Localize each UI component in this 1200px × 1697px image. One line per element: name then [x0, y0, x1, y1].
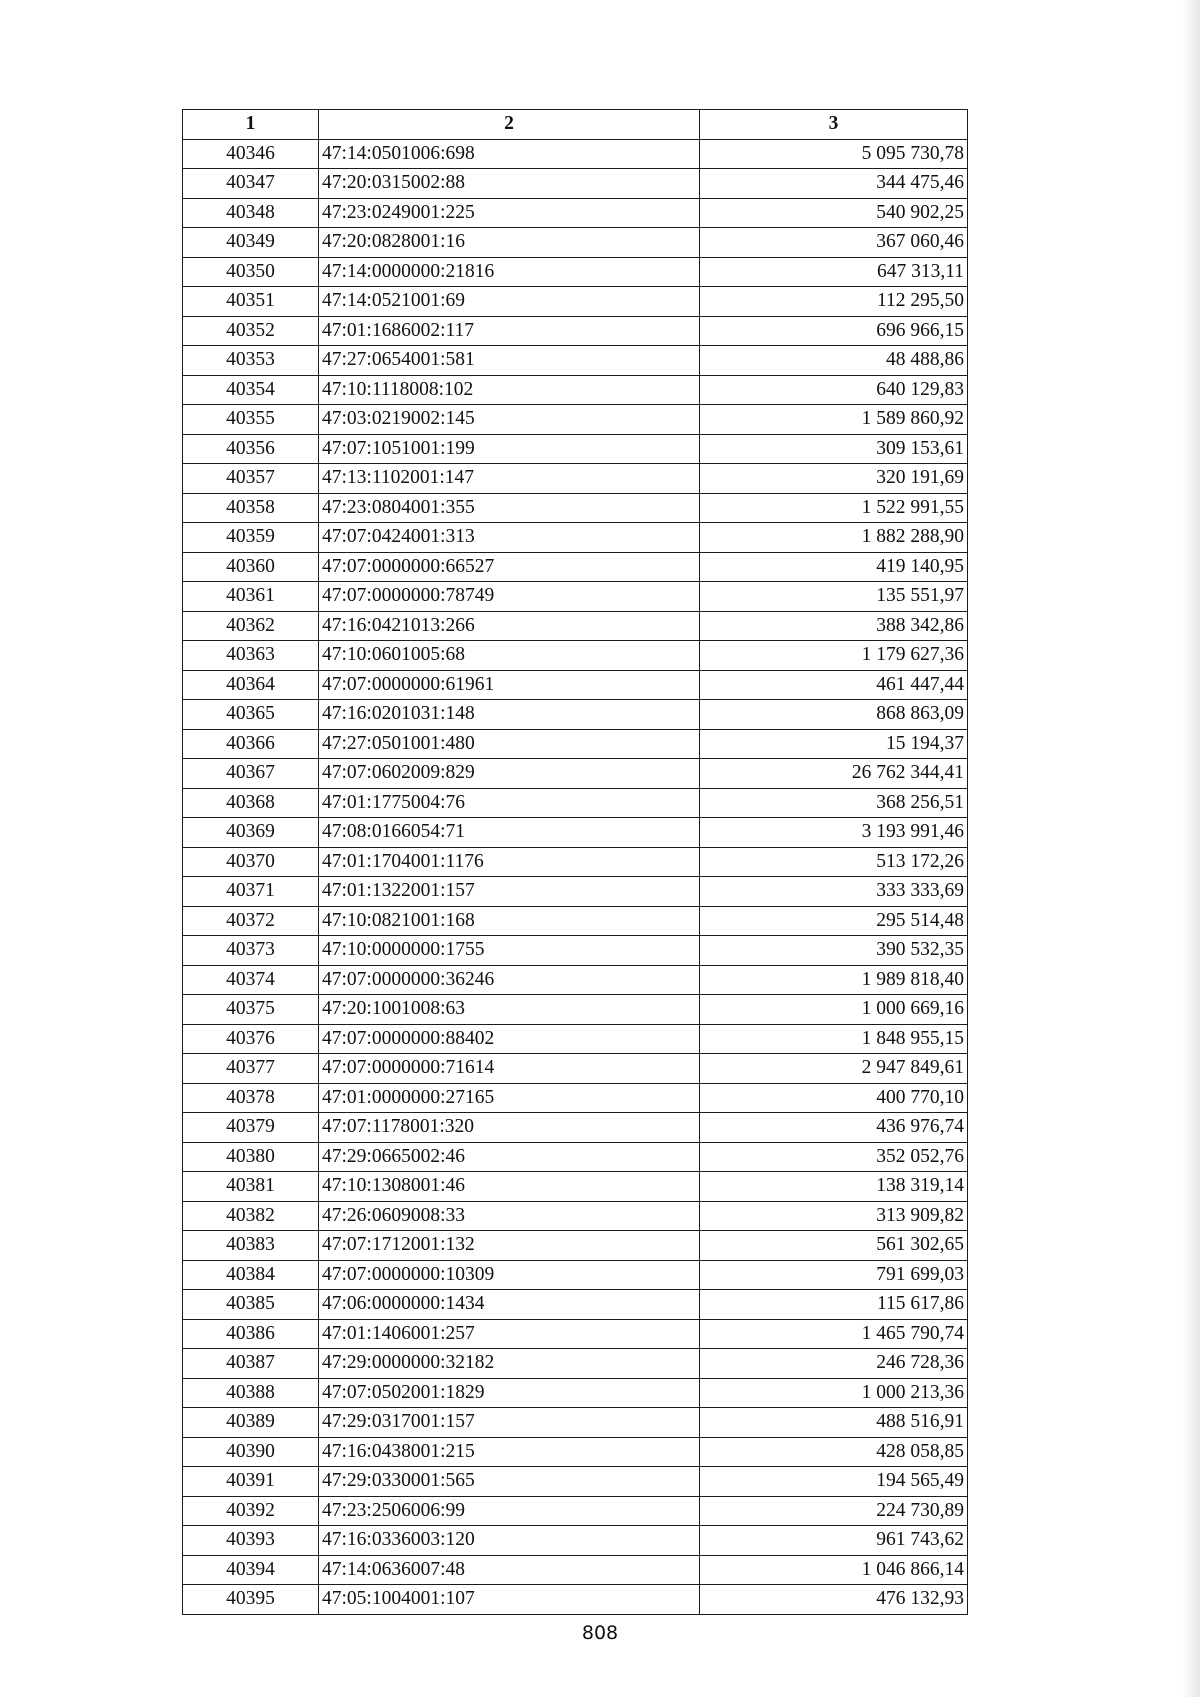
cadastral-number-cell: 47:07:0000000:78749: [319, 582, 700, 612]
cadastral-number-cell: 47:29:0317001:157: [319, 1408, 700, 1438]
row-number-cell: 40355: [183, 405, 319, 435]
table-row: [183, 1467, 968, 1497]
cadastral-value-cell: 461 447,44: [700, 670, 968, 700]
cadastral-value-cell: 135 551,97: [700, 582, 968, 612]
table-row: [183, 788, 968, 818]
cadastral-value-cell: 647 313,11: [700, 257, 968, 287]
cadastral-value-cell: 1 179 627,36: [700, 641, 968, 671]
cadastral-value-cell: 419 140,95: [700, 552, 968, 582]
page-number: 808: [581, 1622, 619, 1644]
cadastral-number-cell: 47:03:0219002:145: [319, 405, 700, 435]
cadastral-number-cell: 47:10:1308001:46: [319, 1172, 700, 1202]
cadastral-value-cell: 1 000 669,16: [700, 995, 968, 1025]
table-row: [183, 169, 968, 199]
row-number-cell: 40387: [183, 1349, 319, 1379]
table-row: [183, 936, 968, 966]
cadastral-number-cell: 47:01:1686002:117: [319, 316, 700, 346]
table-row: [183, 1231, 968, 1261]
cadastral-value-cell: 1 589 860,92: [700, 405, 968, 435]
cadastral-value-cell: 1 465 790,74: [700, 1319, 968, 1349]
row-number-cell: 40388: [183, 1378, 319, 1408]
cadastral-number-cell: 47:26:0609008:33: [319, 1201, 700, 1231]
row-number-cell: 40363: [183, 641, 319, 671]
cadastral-value-cell: 868 863,09: [700, 700, 968, 730]
row-number-cell: 40372: [183, 906, 319, 936]
cadastral-value-cell: 295 514,48: [700, 906, 968, 936]
cadastral-value-cell: 3 193 991,46: [700, 818, 968, 848]
header-column-3: 3: [700, 110, 968, 140]
cadastral-value-cell: 1 046 866,14: [700, 1555, 968, 1585]
table-row: [183, 375, 968, 405]
table-row: [183, 1290, 968, 1320]
row-number-cell: 40392: [183, 1496, 319, 1526]
cadastral-number-cell: 47:07:1712001:132: [319, 1231, 700, 1261]
cadastral-value-cell: 48 488,86: [700, 346, 968, 376]
table-row: [183, 759, 968, 789]
table-row: [183, 641, 968, 671]
cadastral-value-cell: 791 699,03: [700, 1260, 968, 1290]
cadastral-number-cell: 47:07:1051001:199: [319, 434, 700, 464]
cadastral-number-cell: 47:10:0000000:1755: [319, 936, 700, 966]
table-row: [183, 729, 968, 759]
row-number-cell: 40389: [183, 1408, 319, 1438]
table-row: [183, 1555, 968, 1585]
row-number-cell: 40347: [183, 169, 319, 199]
cadastral-value-cell: 1 848 955,15: [700, 1024, 968, 1054]
cadastral-value-cell: 476 132,93: [700, 1585, 968, 1615]
header-column-1: 1: [183, 110, 319, 140]
cadastral-number-cell: 47:14:0501006:698: [319, 139, 700, 169]
cadastral-value-cell: 115 617,86: [700, 1290, 968, 1320]
row-number-cell: 40368: [183, 788, 319, 818]
cadastral-number-cell: 47:16:0336003:120: [319, 1526, 700, 1556]
cadastral-value-cell: 194 565,49: [700, 1467, 968, 1497]
cadastral-number-cell: 47:01:1704001:1176: [319, 847, 700, 877]
cadastral-number-cell: 47:20:0828001:16: [319, 228, 700, 258]
table-row: [183, 523, 968, 553]
cadastral-number-cell: 47:07:0602009:829: [319, 759, 700, 789]
table-row: [183, 965, 968, 995]
row-number-cell: 40360: [183, 552, 319, 582]
row-number-cell: 40391: [183, 1467, 319, 1497]
cadastral-number-cell: 47:27:0654001:581: [319, 346, 700, 376]
cadastral-number-cell: 47:07:0502001:1829: [319, 1378, 700, 1408]
row-number-cell: 40358: [183, 493, 319, 523]
cadastral-number-cell: 47:23:0804001:355: [319, 493, 700, 523]
cadastral-value-cell: 352 052,76: [700, 1142, 968, 1172]
row-number-cell: 40378: [183, 1083, 319, 1113]
cadastral-value-cell: 428 058,85: [700, 1437, 968, 1467]
row-number-cell: 40357: [183, 464, 319, 494]
row-number-cell: 40386: [183, 1319, 319, 1349]
page-edge-shadow: [1182, 0, 1200, 1697]
table-row: [183, 434, 968, 464]
row-number-cell: 40350: [183, 257, 319, 287]
row-number-cell: 40380: [183, 1142, 319, 1172]
cadastral-value-cell: 224 730,89: [700, 1496, 968, 1526]
row-number-cell: 40381: [183, 1172, 319, 1202]
cadastral-number-cell: 47:07:0000000:36246: [319, 965, 700, 995]
cadastral-value-cell: 5 095 730,78: [700, 139, 968, 169]
table-row: [183, 1054, 968, 1084]
cadastral-number-cell: 47:23:2506006:99: [319, 1496, 700, 1526]
row-number-cell: 40373: [183, 936, 319, 966]
row-number-cell: 40384: [183, 1260, 319, 1290]
table-row: [183, 611, 968, 641]
cadastral-value-cell: 390 532,35: [700, 936, 968, 966]
row-number-cell: 40376: [183, 1024, 319, 1054]
row-number-cell: 40362: [183, 611, 319, 641]
row-number-cell: 40351: [183, 287, 319, 317]
table-row: [183, 1585, 968, 1615]
row-number-cell: 40369: [183, 818, 319, 848]
cadastral-number-cell: 47:16:0201031:148: [319, 700, 700, 730]
table-row: [183, 1526, 968, 1556]
cadastral-value-cell: 26 762 344,41: [700, 759, 968, 789]
row-number-cell: 40371: [183, 877, 319, 907]
cadastral-number-cell: 47:29:0330001:565: [319, 1467, 700, 1497]
cadastral-value-cell: 2 947 849,61: [700, 1054, 968, 1084]
table-row: [183, 346, 968, 376]
cadastral-number-cell: 47:13:1102001:147: [319, 464, 700, 494]
table-row: [183, 316, 968, 346]
cadastral-value-cell: 488 516,91: [700, 1408, 968, 1438]
table-row: [183, 1142, 968, 1172]
cadastral-number-cell: 47:01:1775004:76: [319, 788, 700, 818]
row-number-cell: 40361: [183, 582, 319, 612]
cadastral-number-cell: 47:07:0000000:71614: [319, 1054, 700, 1084]
cadastral-value-cell: 961 743,62: [700, 1526, 968, 1556]
table-row: [183, 139, 968, 169]
table-row: [183, 228, 968, 258]
row-number-cell: 40395: [183, 1585, 319, 1615]
table-row: [183, 493, 968, 523]
row-number-cell: 40377: [183, 1054, 319, 1084]
cadastral-value-cell: 333 333,69: [700, 877, 968, 907]
table-row: [183, 1319, 968, 1349]
row-number-cell: 40365: [183, 700, 319, 730]
cadastral-number-cell: 47:20:0315002:88: [319, 169, 700, 199]
row-number-cell: 40367: [183, 759, 319, 789]
table-row: [183, 405, 968, 435]
cadastral-number-cell: 47:01:1322001:157: [319, 877, 700, 907]
cadastral-number-cell: 47:10:0821001:168: [319, 906, 700, 936]
table-row: [183, 1113, 968, 1143]
cadastral-value-cell: 309 153,61: [700, 434, 968, 464]
header-column-2: 2: [319, 110, 700, 140]
cadastral-number-cell: 47:20:1001008:63: [319, 995, 700, 1025]
cadastral-number-cell: 47:14:0521001:69: [319, 287, 700, 317]
row-number-cell: 40383: [183, 1231, 319, 1261]
table-row: [183, 1408, 968, 1438]
cadastral-number-cell: 47:01:0000000:27165: [319, 1083, 700, 1113]
row-number-cell: 40346: [183, 139, 319, 169]
table-row: [183, 1201, 968, 1231]
row-number-cell: 40364: [183, 670, 319, 700]
cadastral-number-cell: 47:08:0166054:71: [319, 818, 700, 848]
row-number-cell: 40374: [183, 965, 319, 995]
row-number-cell: 40354: [183, 375, 319, 405]
cadastral-value-cell: 344 475,46: [700, 169, 968, 199]
table-row: [183, 700, 968, 730]
cadastral-number-cell: 47:06:0000000:1434: [319, 1290, 700, 1320]
cadastral-value-cell: 368 256,51: [700, 788, 968, 818]
cadastral-number-cell: 47:07:0000000:66527: [319, 552, 700, 582]
row-number-cell: 40382: [183, 1201, 319, 1231]
table-row: [183, 818, 968, 848]
row-number-cell: 40385: [183, 1290, 319, 1320]
row-number-cell: 40375: [183, 995, 319, 1025]
cadastral-value-cell: 696 966,15: [700, 316, 968, 346]
cadastral-number-cell: 47:07:0000000:88402: [319, 1024, 700, 1054]
cadastral-value-cell: 1 522 991,55: [700, 493, 968, 523]
table-row: [183, 198, 968, 228]
table-row: [183, 1172, 968, 1202]
cadastral-value-cell: 138 319,14: [700, 1172, 968, 1202]
cadastral-value-cell: 540 902,25: [700, 198, 968, 228]
cadastral-number-cell: 47:27:0501001:480: [319, 729, 700, 759]
header-row: [183, 110, 968, 140]
row-number-cell: 40390: [183, 1437, 319, 1467]
row-number-cell: 40352: [183, 316, 319, 346]
row-number-cell: 40393: [183, 1526, 319, 1556]
cadastral-value-cell: 246 728,36: [700, 1349, 968, 1379]
row-number-cell: 40394: [183, 1555, 319, 1585]
table-row: [183, 670, 968, 700]
table-row: [183, 287, 968, 317]
table-row: [183, 906, 968, 936]
row-number-cell: 40348: [183, 198, 319, 228]
cadastral-value-cell: 436 976,74: [700, 1113, 968, 1143]
table-row: [183, 1083, 968, 1113]
table-row: [183, 995, 968, 1025]
cadastral-number-cell: 47:07:0000000:61961: [319, 670, 700, 700]
table-row: [183, 1260, 968, 1290]
cadastral-value-cell: 1 989 818,40: [700, 965, 968, 995]
cadastral-value-cell: 388 342,86: [700, 611, 968, 641]
row-number-cell: 40379: [183, 1113, 319, 1143]
table-row: [183, 1437, 968, 1467]
table-row: [183, 1378, 968, 1408]
cadastral-number-cell: 47:16:0438001:215: [319, 1437, 700, 1467]
table-row: [183, 464, 968, 494]
row-number-cell: 40349: [183, 228, 319, 258]
cadastral-number-cell: 47:14:0000000:21816: [319, 257, 700, 287]
row-number-cell: 40353: [183, 346, 319, 376]
cadastral-value-cell: 112 295,50: [700, 287, 968, 317]
table-row: [183, 847, 968, 877]
cadastral-value-cell: 1 000 213,36: [700, 1378, 968, 1408]
table-row: [183, 582, 968, 612]
row-number-cell: 40356: [183, 434, 319, 464]
cadastral-number-cell: 47:07:0424001:313: [319, 523, 700, 553]
cadastral-value-cell: 313 909,82: [700, 1201, 968, 1231]
cadastral-value-table: [182, 109, 968, 1615]
cadastral-number-cell: 47:10:1118008:102: [319, 375, 700, 405]
cadastral-number-cell: 47:14:0636007:48: [319, 1555, 700, 1585]
table-row: [183, 1024, 968, 1054]
cadastral-value-cell: 561 302,65: [700, 1231, 968, 1261]
cadastral-number-cell: 47:29:0000000:32182: [319, 1349, 700, 1379]
cadastral-value-cell: 400 770,10: [700, 1083, 968, 1113]
table-body: [183, 139, 968, 1614]
cadastral-value-cell: 367 060,46: [700, 228, 968, 258]
table-row: [183, 552, 968, 582]
cadastral-number-cell: 47:07:1178001:320: [319, 1113, 700, 1143]
cadastral-number-cell: 47:23:0249001:225: [319, 198, 700, 228]
table-row: [183, 1349, 968, 1379]
cadastral-number-cell: 47:10:0601005:68: [319, 641, 700, 671]
cadastral-value-cell: 15 194,37: [700, 729, 968, 759]
cadastral-number-cell: 47:01:1406001:257: [319, 1319, 700, 1349]
cadastral-number-cell: 47:16:0421013:266: [319, 611, 700, 641]
cadastral-value-cell: 1 882 288,90: [700, 523, 968, 553]
cadastral-value-cell: 640 129,83: [700, 375, 968, 405]
cadastral-number-cell: 47:07:0000000:10309: [319, 1260, 700, 1290]
table-header: [183, 110, 968, 140]
row-number-cell: 40370: [183, 847, 319, 877]
table-row: [183, 257, 968, 287]
cadastral-value-cell: 320 191,69: [700, 464, 968, 494]
cadastral-number-cell: 47:29:0665002:46: [319, 1142, 700, 1172]
table-row: [183, 877, 968, 907]
row-number-cell: 40366: [183, 729, 319, 759]
cadastral-value-cell: 513 172,26: [700, 847, 968, 877]
table-row: [183, 1496, 968, 1526]
row-number-cell: 40359: [183, 523, 319, 553]
cadastral-number-cell: 47:05:1004001:107: [319, 1585, 700, 1615]
